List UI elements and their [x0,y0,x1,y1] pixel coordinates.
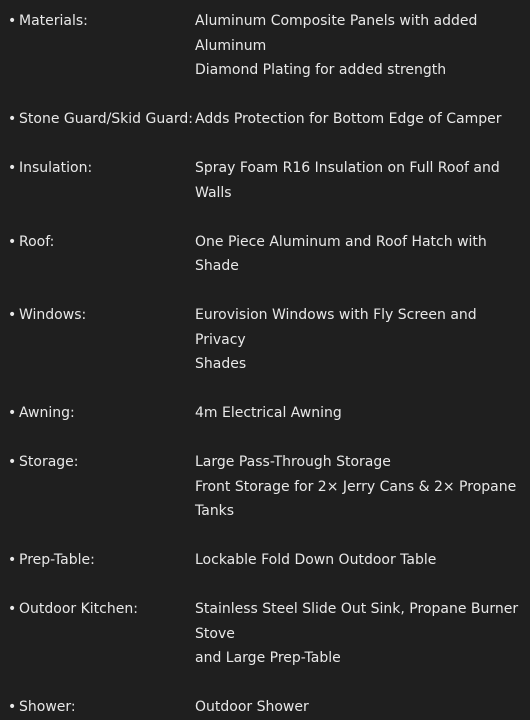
spec-label-text: Prep-Table: [19,552,95,568]
spec-label [0,107,195,132]
spec-row-windows [0,303,530,377]
spec-value-line: Outdoor Shower [195,699,309,715]
spec-value-line: Adds Protection for Bottom Edge of Camper [195,111,502,127]
spec-value-line: Eurovision Windows with Fly Screen and Privacy [195,307,477,348]
spec-value [195,156,530,205]
spec-label-text: Materials: [19,13,88,29]
spec-row-prep-table [0,548,530,573]
bullet: • [8,13,17,29]
spec-value-line: and Large Prep-Table [195,650,341,666]
spec-row-roof [0,230,530,279]
spec-value-line: Diamond Plating for added strength [195,62,447,78]
spec-value-line: One Piece Aluminum and Roof Hatch with Shade [195,233,487,274]
spec-label [0,156,195,181]
spec-value-line: 4m Electrical Awning [195,405,342,421]
bullet: • [8,111,17,127]
spec-label [0,450,195,475]
spec-label-text: Storage: [19,454,79,470]
spec-row-outdoor-kitchen [0,597,530,671]
spec-row-materials [0,9,530,83]
spec-value-line: Large Pass-Through Storage [195,454,391,470]
spec-label [0,401,195,426]
spec-label [0,303,195,328]
spec-label-text: Roof: [19,233,55,250]
spec-row-storage [0,450,530,524]
spec-value-line: Shades [195,356,247,372]
spec-label [0,548,195,573]
bullet: • [8,552,17,568]
bullet: • [8,233,17,250]
spec-label-text: Windows: [19,307,87,323]
bullet: • [8,601,17,617]
spec-value [195,695,530,720]
spec-label-text: Outdoor Kitchen: [19,601,138,617]
spec-row-shower [0,695,530,720]
spec-value [195,107,530,132]
spec-label-text: Stone Guard/Skid Guard: [19,111,193,127]
spec-label-text: Shower: [19,699,76,715]
spec-value [195,303,530,377]
spec-value-line: Lockable Fold Down Outdoor Table [195,552,437,568]
spec-value [195,548,530,573]
spec-label-text: Insulation: [19,160,93,176]
spec-value-line: Aluminum Composite Panels with added Aluminum [195,13,478,54]
spec-value-line: Stainless Steel Slide Out Sink, Propane Burner Stove [195,601,519,642]
bullet: • [8,307,17,323]
spec-label [0,597,195,622]
spec-row-awning [0,401,530,426]
spec-value [195,597,530,671]
spec-label [0,9,195,34]
spec-value [195,230,530,279]
bullet: • [8,160,17,176]
spec-row-insulation [0,156,530,205]
bullet: • [8,405,17,421]
spec-label [0,695,195,720]
bullet: • [8,454,17,470]
spec-label-text: Awning: [19,405,75,421]
bullet: • [8,699,17,715]
spec-value [195,450,530,524]
spec-value [195,401,530,426]
spec-label [0,230,195,255]
spec-value-line: Tanks [195,503,235,519]
spec-value-line: Spray Foam R16 Insulation on Full Roof and Walls [195,160,500,201]
spec-value-line: Front Storage for 2× Jerry Cans & 2× Propane [195,478,517,495]
spec-value [195,9,530,83]
spec-row-stone-guard [0,107,530,132]
